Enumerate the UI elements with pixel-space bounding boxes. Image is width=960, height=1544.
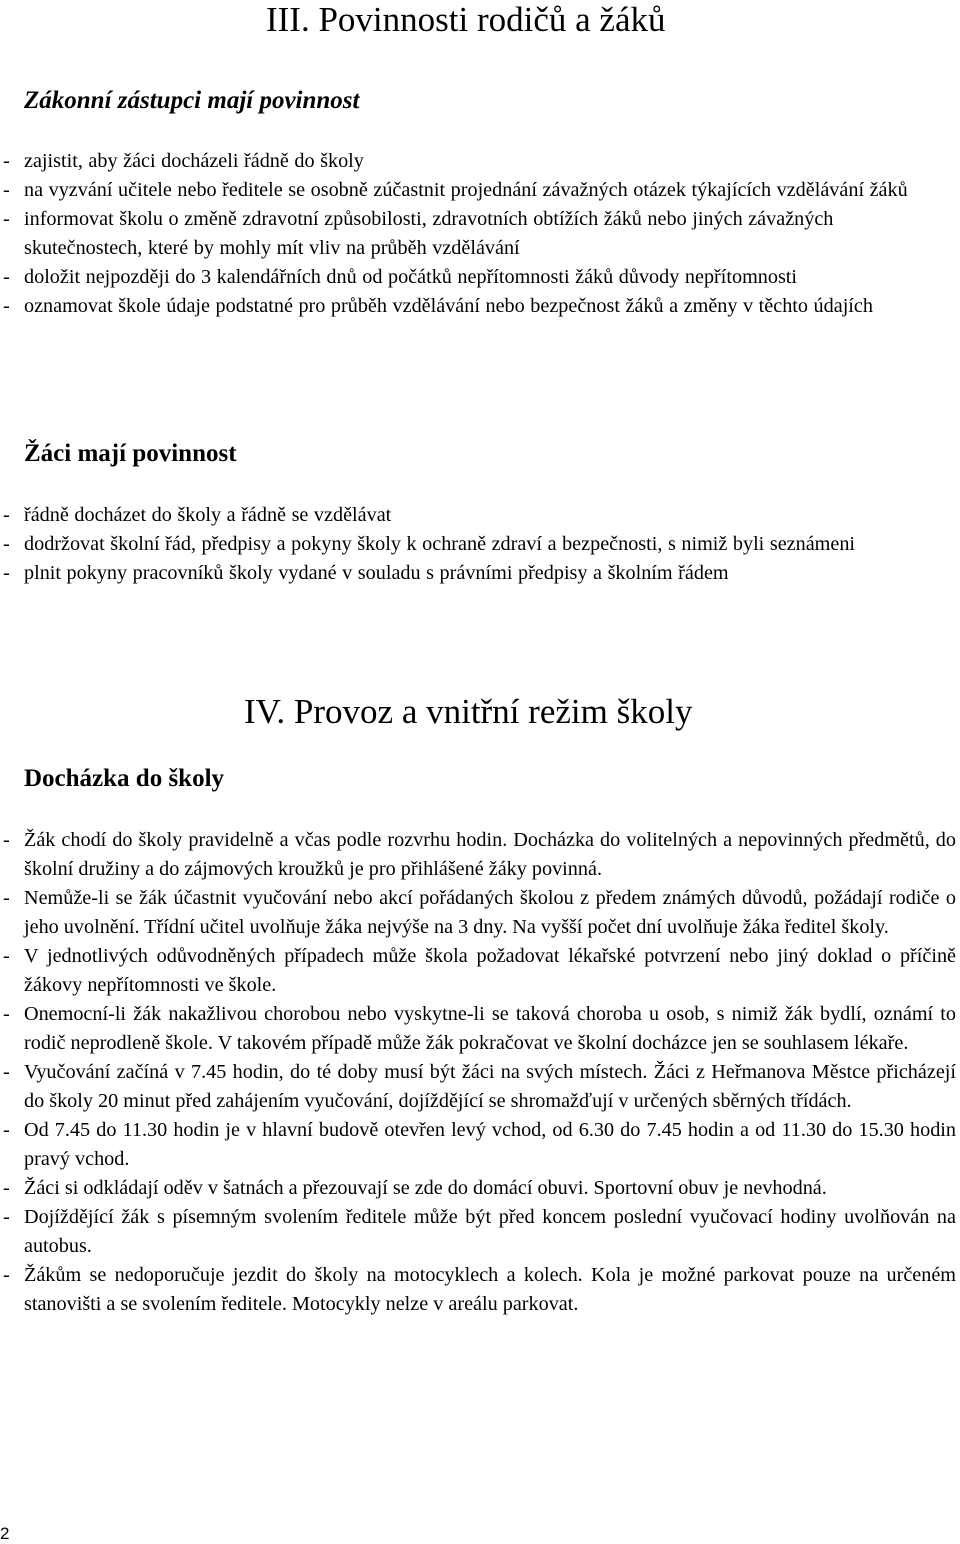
- attendance-heading: Docházka do školy: [24, 765, 225, 792]
- page-number: 2: [0, 1524, 10, 1543]
- list-item: - Dojíždějící žák s písemným svolením ředitele může být před koncem poslední vyučovací hodiny uvolňován na autobus.: [0, 1203, 956, 1261]
- section-4-title: IV. Provoz a vnitřní režim školy: [244, 692, 693, 731]
- list-item: - dodržovat školní řád, předpisy a pokyny školy k ochraně zdraví a bezpečnosti, s nimiž byli seznámeni: [0, 530, 956, 559]
- pupils-heading: Žáci mají povinnost: [24, 440, 237, 467]
- list-item: - oznamovat škole údaje podstatné pro průběh vzdělávání nebo bezpečnost žáků a změny v těchto údajích: [0, 292, 956, 321]
- section-3-title: III. Povinnosti rodičů a žáků: [266, 0, 666, 39]
- list-item: - Žák chodí do školy pravidelně a včas podle rozvrhu hodin. Docházka do volitelných a nepovinných předmětů, do školní družiny a do zájmových kroužků je pro přihlášené žáky povinná.: [0, 826, 956, 884]
- list-item: - zajistit, aby žáci docházeli řádně do školy: [0, 147, 956, 176]
- list-item: - řádně docházet do školy a řádně se vzdělávat: [0, 501, 956, 530]
- list-item: - Nemůže-li se žák účastnit vyučování nebo akcí pořádaných školou z předem známých důvodů, požádají rodiče o jeho uvolnění. Třídní učitel uvolňuje žáka nejvýše na 3 dny. Na vyšší počet dní uvolňuje žáka ředitel školy.: [0, 884, 956, 942]
- attendance-rules-list: [0, 826, 956, 1319]
- list-item: - Od 7.45 do 11.30 hodin je v hlavní budově otevřen levý vchod, od 6.30 do 7.45 hodin a od 11.30 do 15.30 hodin pravý vchod.: [0, 1116, 956, 1174]
- list-item: - na vyzvání učitele nebo ředitele se osobně zúčastnit projednání závažných otázek týkajících vzdělávání žáků: [0, 176, 956, 205]
- list-item: - plnit pokyny pracovníků školy vydané v souladu s právními předpisy a školním řádem: [0, 559, 956, 588]
- list-item: - V jednotlivých odůvodněných případech může škola požadovat lékařské potvrzení nebo jiný doklad o příčině žákovy nepřítomnosti ve škole.: [0, 942, 956, 1000]
- guardians-heading: Zákonní zástupci mají povinnost: [24, 87, 360, 114]
- list-item: - Žákům se nedoporučuje jezdit do školy na motocyklech a kolech. Kola je možné parkovat pouze na určeném stanovišti a se svolením ředitele. Motocykly nelze v areálu parkovat.: [0, 1261, 956, 1319]
- list-item: - informovat školu o změně zdravotní způsobilosti, zdravotních obtížích žáků nebo jiných závažných skutečnostech, které by mohly mít vliv na průběh vzdělávání: [0, 205, 956, 263]
- list-item: - Vyučování začíná v 7.45 hodin, do té doby musí být žáci na svých místech. Žáci z Heřmanova Městce přicházejí do školy 20 minut před zahájením vyučování, dojíždějící se shromažďují v určených sběrných třídách.: [0, 1058, 956, 1116]
- pupils-duties-list: [0, 501, 956, 588]
- list-item: - doložit nejpozději do 3 kalendářních dnů od počátků nepřítomnosti žáků důvody nepřítomnosti: [0, 263, 956, 292]
- guardians-duties-list: [0, 147, 956, 321]
- list-item: - Onemocní-li žák nakažlivou chorobou nebo vyskytne-li se taková choroba u osob, s nimiž žák bydlí, oznámí to rodič neprodleně škole. V takovém případě může žák pokračovat ve školní docházce jen se souhlasem lékaře.: [0, 1000, 956, 1058]
- list-item: - Žáci si odkládají oděv v šatnách a přezouvají se zde do domácí obuvi. Sportovní obuv je nevhodná.: [0, 1174, 956, 1203]
